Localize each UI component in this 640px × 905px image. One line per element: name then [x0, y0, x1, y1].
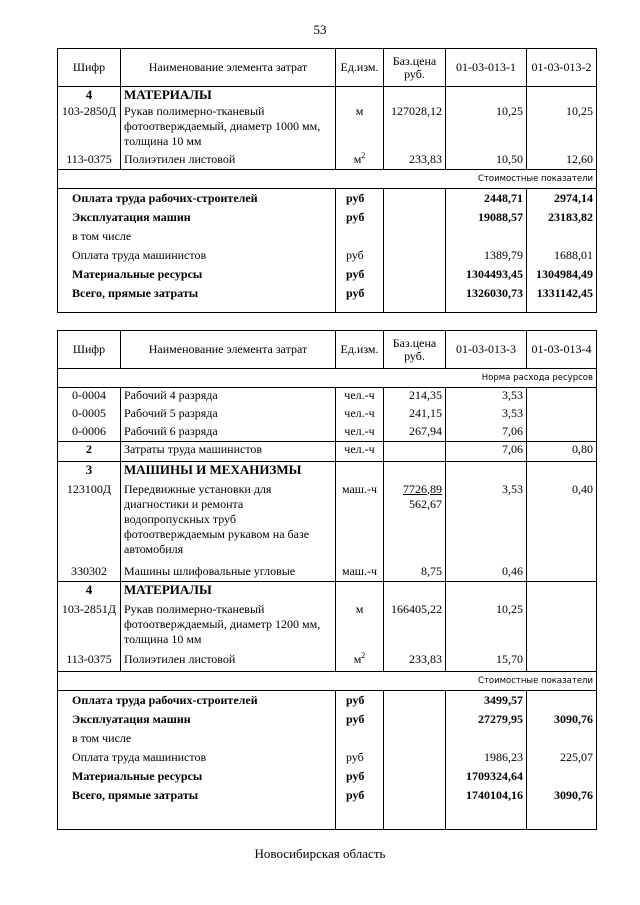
summary-col-1: 3499,57 — [446, 691, 527, 710]
page-number: 53 — [313, 22, 327, 37]
header-row — [58, 49, 597, 87]
summary-name: Материальные ресурсы — [58, 767, 336, 786]
summary-row — [58, 189, 597, 208]
price-cell — [384, 442, 446, 462]
summary-row — [58, 748, 597, 767]
summary-unit: руб — [336, 284, 384, 303]
summary-col-1 — [446, 227, 527, 246]
header-col-1: 01-03-013-1 — [446, 49, 527, 87]
table-row — [58, 564, 597, 582]
cost-note: Стоимостные показатели — [58, 170, 597, 189]
value-col-1 — [446, 582, 527, 602]
price-cell — [384, 462, 446, 482]
summary-col-1: 1709324,64 — [446, 767, 527, 786]
value-col-2 — [527, 406, 597, 424]
table-row — [58, 602, 597, 652]
empty-cell — [384, 303, 446, 313]
summary-price — [384, 691, 446, 710]
summary-col-2 — [527, 227, 597, 246]
name-cell: Полиэтилен листовой — [121, 652, 336, 672]
value-col-2 — [527, 87, 597, 104]
summary-col-2 — [527, 767, 597, 786]
summary-price — [384, 284, 446, 303]
summary-col-1: 2448,71 — [446, 189, 527, 208]
code-cell: 2 — [58, 442, 121, 462]
unit-cell: м — [336, 104, 384, 152]
value-col-1 — [446, 462, 527, 482]
summary-col-2: 1304984,49 — [527, 265, 597, 284]
value-col-1: 10,25 — [446, 104, 527, 152]
header-unit: Ед.изм. — [336, 331, 384, 369]
value-col-1: 10,50 — [446, 152, 527, 170]
section-row — [58, 87, 597, 104]
summary-row — [58, 729, 597, 748]
unit-superscript: 2 — [361, 150, 366, 160]
value-col-1: 10,25 — [446, 602, 527, 652]
cost-note-row — [58, 672, 597, 691]
table-row — [58, 152, 597, 170]
summary-unit — [336, 227, 384, 246]
header-col-1: 01-03-013-3 — [446, 331, 527, 369]
empty-cell — [58, 303, 336, 313]
code-cell: 4 — [58, 87, 121, 104]
unit-cell: маш.-ч — [336, 564, 384, 582]
code-cell: 113-0375 — [58, 652, 121, 672]
unit-superscript: 2 — [361, 650, 366, 660]
summary-price — [384, 786, 446, 805]
summary-unit: руб — [336, 246, 384, 265]
summary-col-2: 2974,14 — [527, 189, 597, 208]
summary-col-1: 1986,23 — [446, 748, 527, 767]
summary-name: в том числе — [58, 227, 336, 246]
name-cell: Рукав полимерно-тканевый фотоотверждаемый, диаметр 1000 мм, толщина 10 мм — [121, 104, 336, 152]
value-col-2 — [527, 652, 597, 672]
table-row — [58, 482, 597, 564]
summary-col-2: 23183,82 — [527, 208, 597, 227]
name-cell: Рабочий 4 разряда — [121, 388, 336, 406]
summary-price — [384, 246, 446, 265]
machinist-wage-price: 562,67 — [409, 496, 442, 511]
header-row — [58, 331, 597, 369]
section-row — [58, 582, 597, 602]
summary-col-2: 3090,76 — [527, 710, 597, 729]
summary-price — [384, 710, 446, 729]
summary-row — [58, 710, 597, 729]
name-cell: Рабочий 5 разряда — [121, 406, 336, 424]
header-code: Шифр — [58, 49, 121, 87]
summary-row — [58, 767, 597, 786]
cost-table-2 — [57, 330, 597, 830]
unit-cell — [336, 87, 384, 104]
table-row — [58, 442, 597, 462]
header-code: Шифр — [58, 331, 121, 369]
code-cell: 103-2851Д — [58, 602, 121, 652]
code-cell: 103-2850Д — [58, 104, 121, 152]
summary-col-1: 1740104,16 — [446, 786, 527, 805]
summary-col-1: 27279,95 — [446, 710, 527, 729]
summary-unit: руб — [336, 767, 384, 786]
header-col-2: 01-03-013-4 — [527, 331, 597, 369]
code-cell: 0-0005 — [58, 406, 121, 424]
value-col-2: 0,80 — [527, 442, 597, 462]
price-cell: 8,75 — [384, 564, 446, 582]
summary-unit: руб — [336, 265, 384, 284]
value-col-1: 3,53 — [446, 388, 527, 406]
value-col-2 — [527, 582, 597, 602]
value-col-2: 10,25 — [527, 104, 597, 152]
summary-col-1: 19088,57 — [446, 208, 527, 227]
summary-row — [58, 265, 597, 284]
name-cell: Рабочий 6 разряда — [121, 424, 336, 442]
summary-unit: руб — [336, 748, 384, 767]
empty-cell — [446, 805, 527, 830]
value-col-1: 3,53 — [446, 482, 527, 564]
price-cell — [384, 582, 446, 602]
header-unit: Ед.изм. — [336, 49, 384, 87]
value-col-1: 7,06 — [446, 442, 527, 462]
value-col-1: 15,70 — [446, 652, 527, 672]
price-cell: 127028,12 — [384, 104, 446, 152]
summary-unit: руб — [336, 786, 384, 805]
value-col-1: 0,46 — [446, 564, 527, 582]
summary-row — [58, 786, 597, 805]
table-row — [58, 652, 597, 672]
unit-cell: чел.-ч — [336, 406, 384, 424]
summary-col-2 — [527, 729, 597, 748]
value-col-2 — [527, 424, 597, 442]
summary-row — [58, 208, 597, 227]
summary-col-1: 1326030,73 — [446, 284, 527, 303]
summary-row — [58, 227, 597, 246]
summary-unit — [336, 729, 384, 748]
machine-price: 7726,89 — [403, 481, 442, 496]
summary-row — [58, 246, 597, 265]
unit-cell: $м^2$ — [336, 652, 384, 672]
summary-name: в том числе — [58, 729, 336, 748]
summary-name: Эксплуатация машин — [58, 710, 336, 729]
header-col-2: 01-03-013-2 — [527, 49, 597, 87]
price-cell: 166405,22 — [384, 602, 446, 652]
name-cell: МАТЕРИАЛЫ — [121, 582, 336, 602]
table-row — [58, 424, 597, 442]
code-cell: 0-0006 — [58, 424, 121, 442]
empty-cell — [384, 805, 446, 830]
summary-name: Оплата труда машинистов — [58, 748, 336, 767]
empty-cell — [336, 303, 384, 313]
name-cell: Машины шлифовальные угловые — [121, 564, 336, 582]
value-col-2 — [527, 564, 597, 582]
name-cell: Рукав полимерно-тканевый фотоотверждаемый, диаметр 1200 мм, толщина 10 мм — [121, 602, 336, 652]
code-cell: 0-0004 — [58, 388, 121, 406]
price-cell — [384, 482, 446, 564]
summary-name: Оплата труда рабочих-строителей — [58, 691, 336, 710]
summary-unit: руб — [336, 208, 384, 227]
unit-cell — [336, 582, 384, 602]
summary-col-2: 1688,01 — [527, 246, 597, 265]
footer-region: Новосибирская область — [254, 846, 386, 861]
summary-unit: руб — [336, 710, 384, 729]
unit-cell: чел.-ч — [336, 388, 384, 406]
summary-name: Оплата труда рабочих-строителей — [58, 189, 336, 208]
empty-cell — [336, 805, 384, 830]
summary-col-1 — [446, 729, 527, 748]
value-col-1 — [446, 87, 527, 104]
name-cell: МАТЕРИАЛЫ — [121, 87, 336, 104]
price-cell: 233,83 — [384, 152, 446, 170]
header-price: Баз.цена руб. — [384, 49, 446, 87]
empty-cell — [58, 805, 336, 830]
empty-filler-row — [58, 303, 597, 313]
summary-unit: руб — [336, 691, 384, 710]
table-row — [58, 406, 597, 424]
summary-price — [384, 227, 446, 246]
unit-cell: чел.-ч — [336, 442, 384, 462]
empty-cell — [527, 303, 597, 313]
summary-col-2: 225,07 — [527, 748, 597, 767]
summary-price — [384, 189, 446, 208]
unit-cell: $м^2$ — [336, 152, 384, 170]
code-cell: 330302 — [58, 564, 121, 582]
table-row — [58, 104, 597, 152]
cost-table-1 — [57, 48, 597, 313]
summary-price — [384, 208, 446, 227]
norm-note: Норма расхода ресурсов — [58, 369, 597, 388]
unit-cell: чел.-ч — [336, 424, 384, 442]
name-cell: Полиэтилен листовой — [121, 152, 336, 170]
summary-name: Всего, прямые затраты — [58, 284, 336, 303]
empty-cell — [446, 303, 527, 313]
value-col-2: 0,40 — [527, 482, 597, 564]
code-cell: 4 — [58, 582, 121, 602]
norm-note-row — [58, 369, 597, 388]
price-cell: 241,15 — [384, 406, 446, 424]
name-cell: Передвижные установки для диагностики и ремонта водопропускных труб фотоотверждаемым рукавом на базе автомобиля — [121, 482, 336, 564]
summary-unit: руб — [336, 189, 384, 208]
code-cell: 123100Д — [58, 482, 121, 564]
value-col-1: 3,53 — [446, 406, 527, 424]
summary-name: Оплата труда машинистов — [58, 246, 336, 265]
code-cell: 3 — [58, 462, 121, 482]
unit-cell — [336, 462, 384, 482]
summary-col-2: 1331142,45 — [527, 284, 597, 303]
value-col-2 — [527, 462, 597, 482]
name-cell: Затраты труда машинистов — [121, 442, 336, 462]
header-price: Баз.цена руб. — [384, 331, 446, 369]
value-col-2: 12,60 — [527, 152, 597, 170]
value-col-2 — [527, 388, 597, 406]
value-col-1: 7,06 — [446, 424, 527, 442]
price-cell: 267,94 — [384, 424, 446, 442]
summary-price — [384, 265, 446, 284]
summary-row — [58, 284, 597, 303]
summary-name: Материальные ресурсы — [58, 265, 336, 284]
unit-cell: м — [336, 602, 384, 652]
summary-row — [58, 691, 597, 710]
unit-cell: маш.-ч — [336, 482, 384, 564]
section-row — [58, 462, 597, 482]
cost-note-row — [58, 170, 597, 189]
summary-price — [384, 748, 446, 767]
summary-price — [384, 767, 446, 786]
summary-col-2 — [527, 691, 597, 710]
price-cell: 233,83 — [384, 652, 446, 672]
summary-name: Всего, прямые затраты — [58, 786, 336, 805]
table-row — [58, 388, 597, 406]
price-cell — [384, 87, 446, 104]
price-cell: 214,35 — [384, 388, 446, 406]
summary-price — [384, 729, 446, 748]
header-name: Наименование элемента затрат — [121, 49, 336, 87]
name-cell: МАШИНЫ И МЕХАНИЗМЫ — [121, 462, 336, 482]
value-col-2 — [527, 602, 597, 652]
summary-col-2: 3090,76 — [527, 786, 597, 805]
summary-col-1: 1389,79 — [446, 246, 527, 265]
code-cell: 113-0375 — [58, 152, 121, 170]
summary-name: Эксплуатация машин — [58, 208, 336, 227]
header-name: Наименование элемента затрат — [121, 331, 336, 369]
summary-col-1: 1304493,45 — [446, 265, 527, 284]
empty-cell — [527, 805, 597, 830]
empty-filler-row — [58, 805, 597, 830]
cost-note: Стоимостные показатели — [58, 672, 597, 691]
